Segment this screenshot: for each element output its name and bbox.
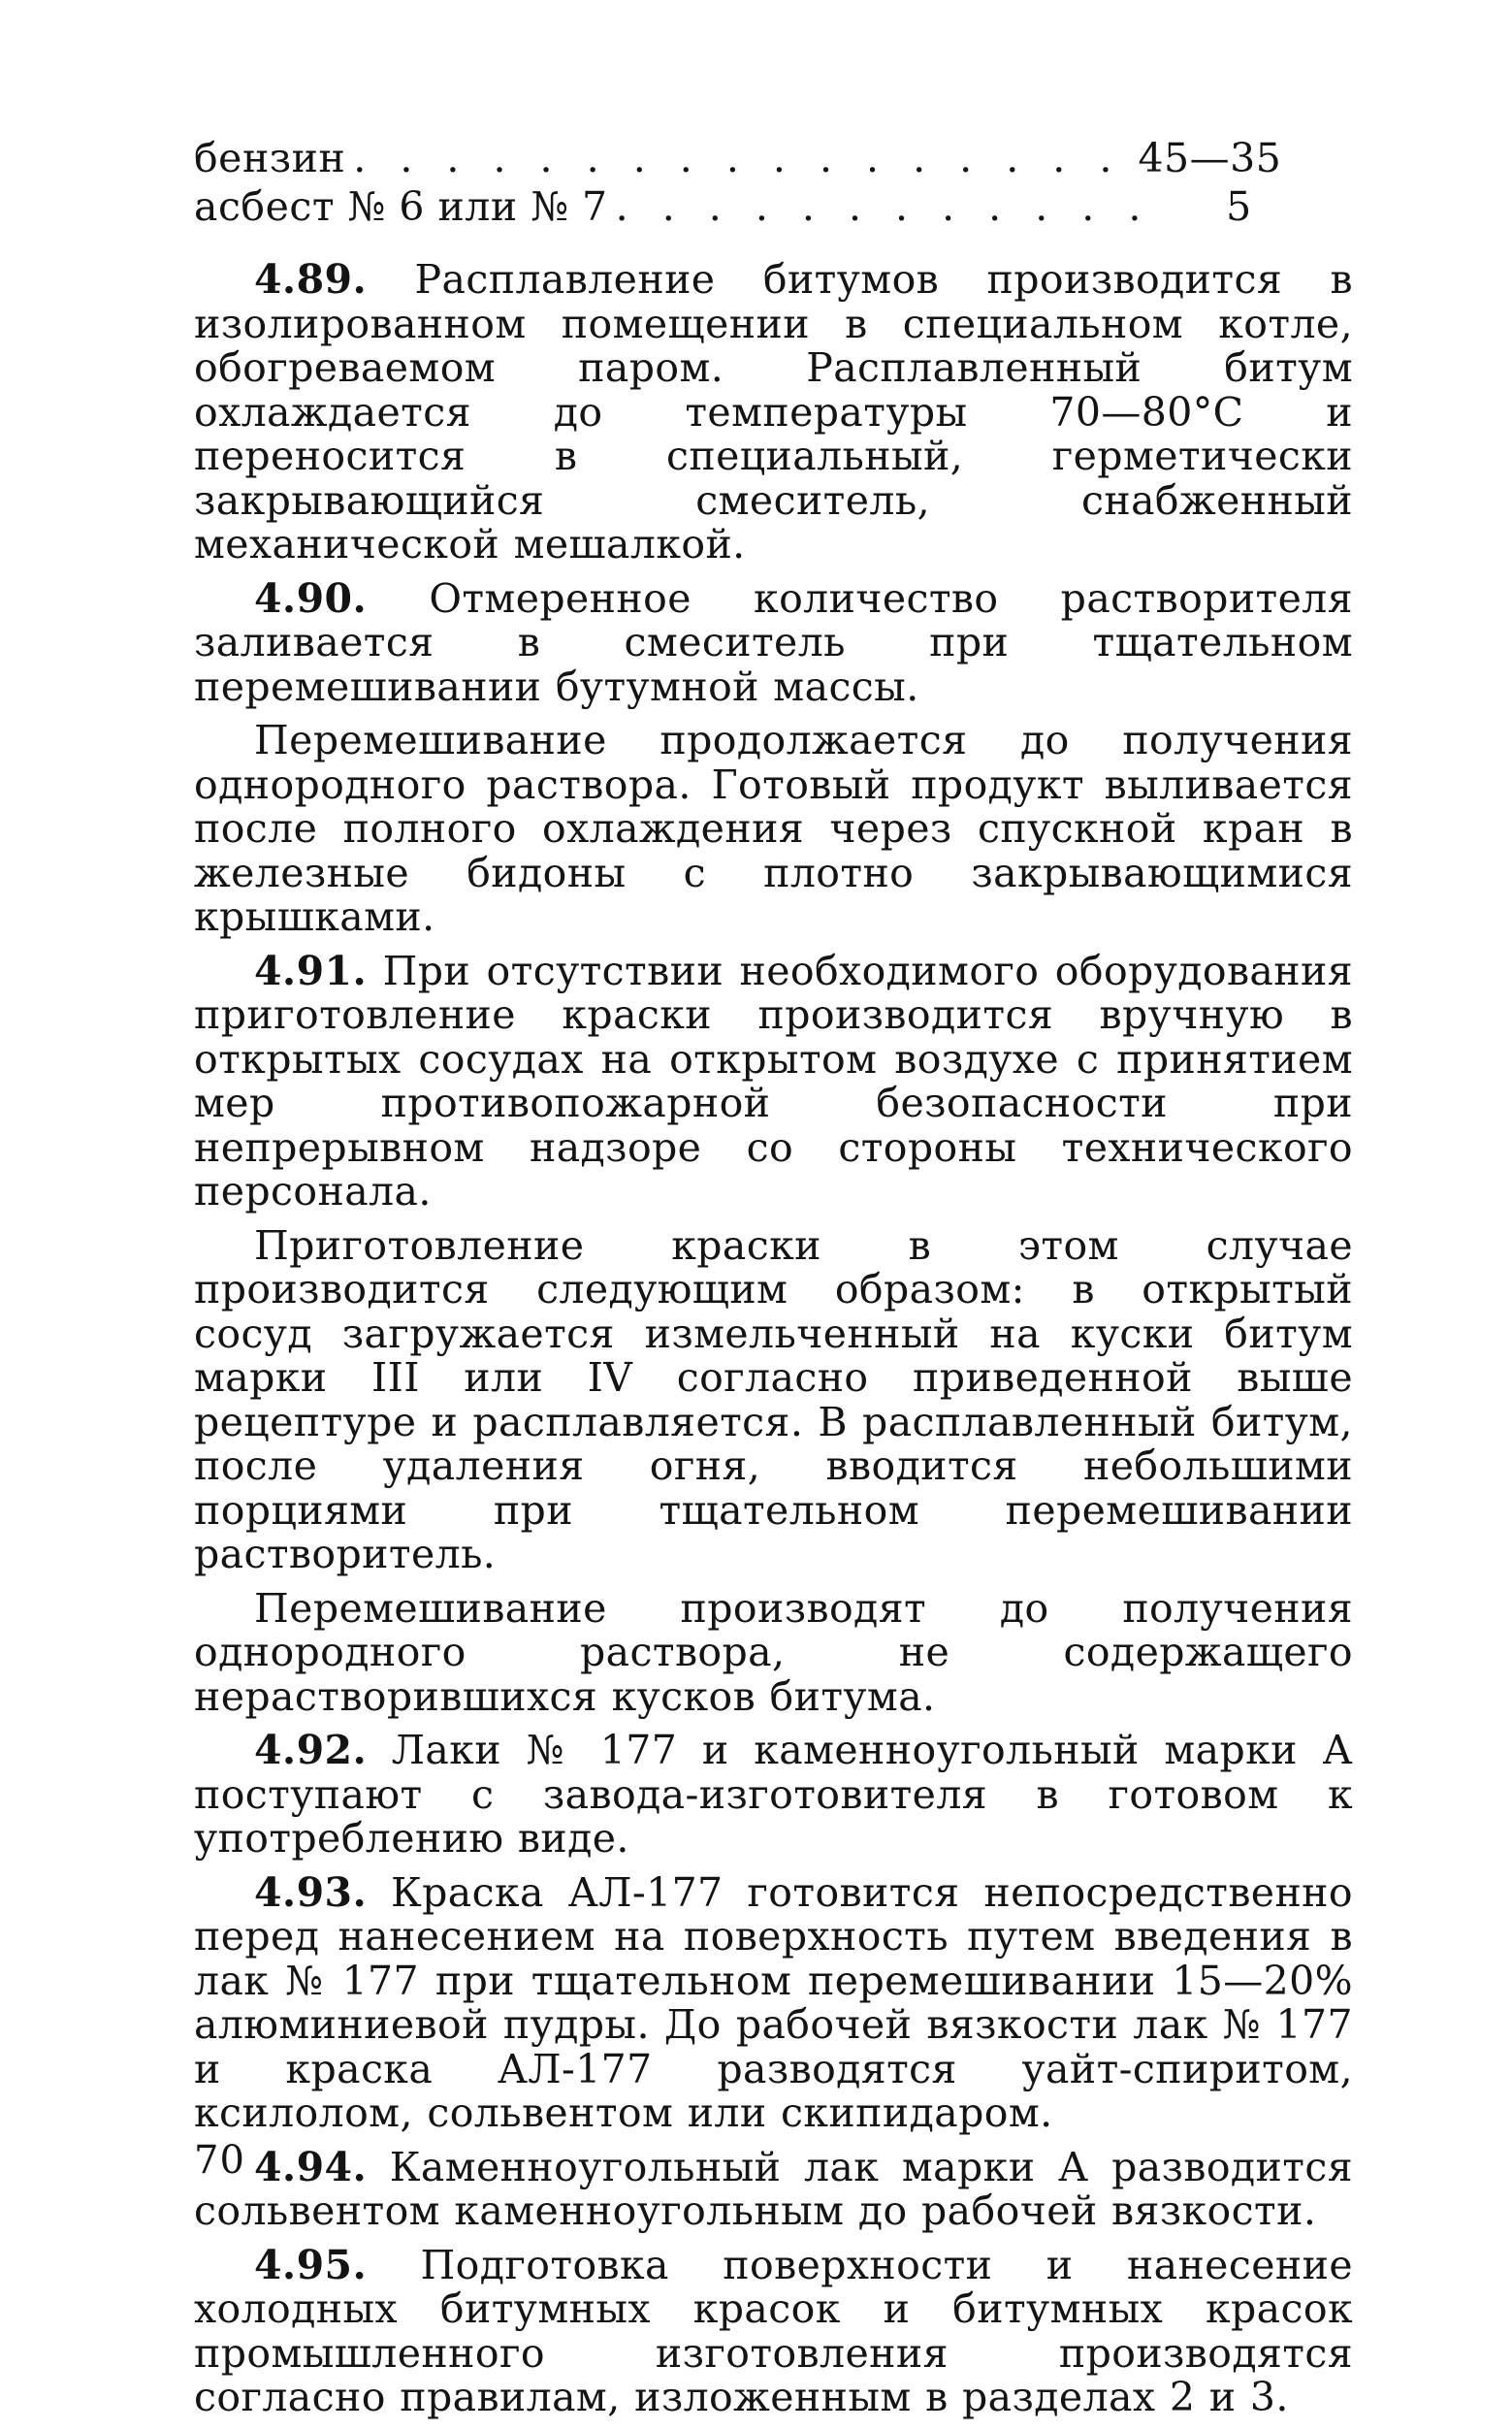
recipe-value: 45—35 xyxy=(1138,135,1282,181)
paragraph-mixing-until xyxy=(194,1584,1353,1720)
page-number: 70 xyxy=(194,2138,245,2183)
recipe-row-asbest xyxy=(194,182,1261,231)
paragraph-4-91 xyxy=(194,947,1353,1215)
clause-number: 4.95. xyxy=(254,2241,368,2288)
paragraph-text: Перемешивание производят до получения однородного раствора, не содержащего нерастворившихся кусков битума. xyxy=(194,1584,1353,1720)
paragraph-text: Краска АЛ-177 готовится непосредственно перед нанесением на поверхность путем введения в лак № 177 при тщательном перемешивании 15—20% алюминиевой пудры. До рабочей вязкости лак № 177 и краска АЛ-177 разводятся уайт-спиритом, ксилолом, сольвентом или скипидаром. xyxy=(194,1868,1353,2136)
paragraph-mixing-continues xyxy=(194,719,1353,940)
clause-number: 4.94. xyxy=(254,2143,368,2190)
paragraph-preparation-method xyxy=(194,1221,1353,1577)
recipe-row-benzin xyxy=(194,134,1282,182)
paragraph-4-95 xyxy=(194,2241,1353,2420)
paragraph-text: Приготовление краски в этом случае производится следующим образом: в открытый сосуд загружается измельченный на куски битум марки III или IV согласно приведенной выше рецептуре и расплавляется. В расплавленный битум, после удаления огня, вводится небольшими порциями при тщательном перемешивании растворитель. xyxy=(194,1221,1353,1577)
leader-dots: . . . . . . . . . . . . . . . . . xyxy=(353,135,1123,181)
clause-number: 4.90. xyxy=(254,574,368,622)
clause-number: 4.89. xyxy=(254,256,368,303)
page-body xyxy=(194,134,1353,2430)
clause-number: 4.91. xyxy=(254,947,368,994)
recipe-list xyxy=(194,134,1282,231)
paragraph-4-89 xyxy=(194,258,1353,567)
paragraph-text: Подготовка поверхности и нанесение холодных битумных красок и битумных красок промышленного изготовления производятся согласно правилам, изложенным в разделах 2 и 3. xyxy=(194,2241,1353,2420)
paragraph-4-92 xyxy=(194,1729,1353,1862)
recipe-name: асбест № 6 или № 7 xyxy=(194,183,608,230)
paragraph-text: Лаки № 177 и каменноугольный марки А поступают с завода-изготовителя в готовом к употреблению виде. xyxy=(194,1727,1353,1862)
leader-dots: . . . . . . . . . . . . xyxy=(615,183,1152,230)
paragraph-4-93 xyxy=(194,1868,1353,2136)
paragraph-4-90 xyxy=(194,574,1353,710)
paragraph-text: Каменноугольный лак марки А разводится сольвентом каменноугольным до рабочей вязкости. xyxy=(194,2143,1353,2234)
paragraph-text: Отмеренное количество растворителя заливается в смеситель при тщательном перемешивании бутумной массы. xyxy=(194,574,1353,710)
paragraph-4-94 xyxy=(194,2143,1353,2234)
recipe-value: 5 xyxy=(1226,183,1252,230)
paragraph-text: Перемешивание продолжается до получения однородного раствора. Готовый продукт выливается после полного охлаждения через спускной кран в железные бидоны с плотно закрывающимися крышками. xyxy=(194,717,1353,940)
paragraph-text: При отсутствии необходимого оборудования приготовление краски производится вручную в открытых сосудах на открытом воздухе с принятием мер противопожарной безопасности при непрерывном надзоре со стороны технического персонала. xyxy=(194,947,1353,1215)
recipe-name: бензин xyxy=(194,135,346,181)
clause-number: 4.93. xyxy=(254,1868,368,1916)
clause-number: 4.92. xyxy=(254,1727,368,1773)
paragraph-text: Расплавление битумов производится в изолированном помещении в специальном котле, обогреваемом паром. Расплавленный битум охлаждается до температуры 70—80°С и переносится в специальный, герметически закрывающийся смеситель, снабженный механической мешалкой. xyxy=(194,256,1353,567)
